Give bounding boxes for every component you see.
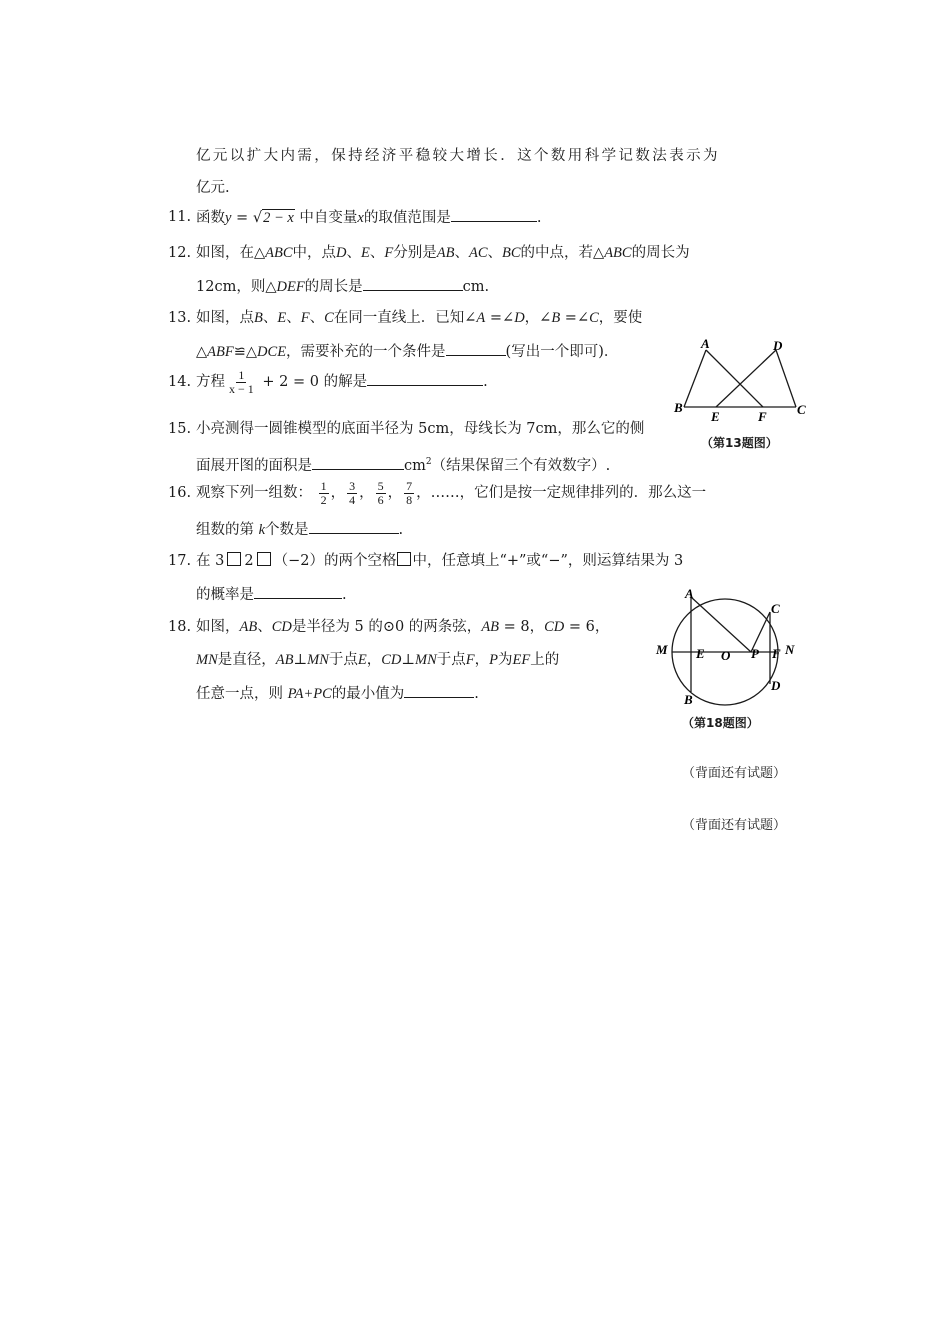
label-a: A <box>685 586 694 601</box>
segment-pa <box>691 597 751 652</box>
q16-fraction-1: $\frac{1}{2}$ <box>320 478 327 507</box>
label-d: D <box>773 338 783 353</box>
label-o: O <box>721 648 731 663</box>
q16-fraction-3: $\frac{5}{6}$ <box>377 478 384 507</box>
q12-answer-blank[interactable] <box>363 276 463 291</box>
q14-fraction: $\frac{1}{x - 1}$ <box>229 367 254 396</box>
q16-line1: 观察下列一组数： $\frac{1}{2}$ ， $\frac{3}{4}$ ， $\frac{5}{6}$ ， $\frac{7}{8}$ ，……，它们是按一定规律排列的．那么这一 <box>196 478 707 507</box>
q17-line2: 的概率是 . <box>196 584 347 605</box>
label-c: C <box>797 402 806 417</box>
line-ba <box>684 350 706 407</box>
label-c: C <box>771 601 780 616</box>
q18-number: 18. <box>168 619 192 635</box>
q11-text: 函数y = √2 − x 中自变量x的取值范围是 . <box>196 207 541 228</box>
line-dc <box>776 350 796 407</box>
q16-line2: 组数的第 k个数是 . <box>196 519 403 540</box>
empty-box <box>227 552 241 566</box>
line-af <box>706 350 763 407</box>
q15-answer-blank[interactable] <box>312 455 404 470</box>
figure-18-caption: （第18题图） <box>682 716 759 730</box>
label-f: F <box>758 409 767 424</box>
q11-answer-blank[interactable] <box>451 207 537 222</box>
q13-number: 13. <box>168 310 192 326</box>
q18-line2: MN是直径，AB⊥MN于点E，CD⊥MN于点F，P为EF上的 <box>196 652 560 668</box>
q10-line2: 亿元. <box>196 180 230 196</box>
empty-box <box>397 552 411 566</box>
q18-line3: 任意一点，则 PA+PC的最小值为 . <box>196 683 479 704</box>
q12-number: 12. <box>168 245 192 261</box>
footer-note-2: （背面还有试题） <box>682 818 787 833</box>
label-m: M <box>656 642 668 657</box>
label-e: E <box>696 646 705 661</box>
label-a: A <box>701 336 710 351</box>
q16-fraction-4: $\frac{7}{8}$ <box>406 478 413 507</box>
q13-line1: 如图，点B、E、F、C在同一直线上．已知∠A =∠D，∠B =∠C，要使 <box>196 310 643 326</box>
q14-answer-blank[interactable] <box>367 371 483 386</box>
label-d: D <box>771 678 781 693</box>
q13-answer-blank[interactable] <box>446 341 506 356</box>
q15-line2: 面展开图的面积是 $cm^2$（结果保留三个有效数字）. <box>196 452 610 476</box>
q15-number: 15. <box>168 421 192 437</box>
label-e: E <box>711 409 720 424</box>
figure-18-diagram <box>652 586 802 716</box>
label-p: P <box>751 646 759 661</box>
q11-number: 11. <box>168 209 192 225</box>
footer-note-1: （背面还有试题） <box>682 766 787 781</box>
q18-line1: 如图，AB、CD是半径为 5 的⊙0 的两条弦，AB = 8，CD = 6， <box>196 619 610 635</box>
q16-answer-blank[interactable] <box>309 519 399 534</box>
q10-line1: 亿元以扩大内需，保持经济平稳较大增长．这个数用科学记数法表示为 <box>196 148 720 164</box>
q17-line1: 在 3 2 （−2）的两个空格 中，任意填上“+”或“−”，则运算结果为 3 <box>196 553 684 569</box>
label-b: B <box>674 400 683 415</box>
q14-text: 方程 $\frac{1}{x - 1}$ + 2 = 0 的解是 . <box>196 367 488 396</box>
q16-fraction-2: $\frac{3}{4}$ <box>349 478 356 507</box>
label-n: N <box>785 642 795 657</box>
q15-line1: 小亮测得一圆锥模型的底面半径为 5cm，母线长为 7cm，那么它的侧 <box>196 421 645 437</box>
q14-number: 14. <box>168 374 192 390</box>
q13-line2: △ABF≌△DCE，需要补充的一个条件是 (写出一个即可)． <box>196 341 618 362</box>
line-ed <box>716 350 776 407</box>
q12-line1: 如图，在△ABC中，点D、E、F分别是AB、AC、BC的中点，若△ABC的周长为 <box>196 245 690 261</box>
q17-number: 17. <box>168 553 192 569</box>
q17-answer-blank[interactable] <box>254 584 342 599</box>
label-b: B <box>684 692 693 707</box>
figure-13-diagram <box>668 334 816 426</box>
figure-13-caption: （第13题图） <box>701 436 778 450</box>
q18-answer-blank[interactable] <box>404 683 474 698</box>
q16-number: 16. <box>168 485 192 501</box>
label-f: F <box>772 646 781 661</box>
q12-line2: 12cm，则△DEF的周长是 cm. <box>196 276 489 297</box>
empty-box <box>257 552 271 566</box>
